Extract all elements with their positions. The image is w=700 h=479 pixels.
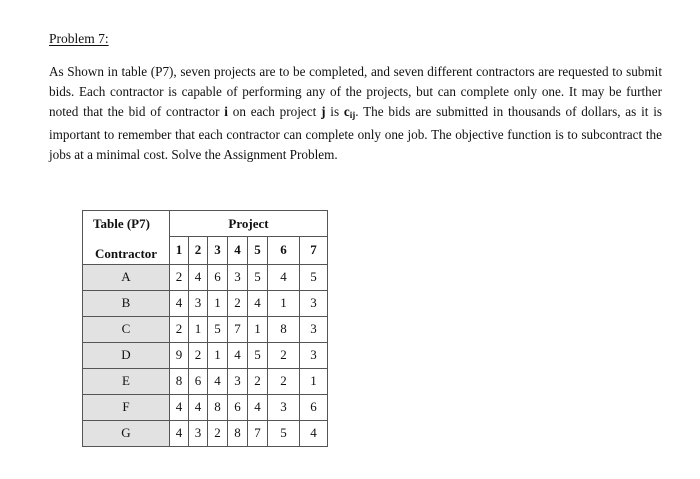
bid-cell: 4 [268,264,300,290]
statement-part-4: . The bids are submitted in thousands of dollars, as it is important to remember that each contractor can complete only one job. The objective function is to subcontract the jobs at a minimal cost. Solve the Assignment Problem. [49,104,662,162]
bid-cell: 1 [248,316,268,342]
bid-cell: 6 [228,394,248,420]
bid-cell: 3 [300,342,328,368]
bid-cell: 8 [268,316,300,342]
bid-cell: 3 [189,290,208,316]
bid-cell: 3 [300,316,328,342]
table-row [83,420,328,446]
bid-cell: 3 [228,368,248,394]
table-row [83,290,328,316]
bid-cell: 8 [228,420,248,446]
bid-cell: 1 [300,368,328,394]
bid-cell: 2 [208,420,228,446]
project-variable: j [321,104,326,119]
bid-cell: 4 [189,394,208,420]
bid-cell: 1 [189,316,208,342]
project-header: 1 [170,237,189,265]
project-group-header: Project [170,211,328,237]
bid-cell: 2 [228,290,248,316]
contractor-label: C [83,316,170,342]
bid-cell: 3 [300,290,328,316]
contractor-label: F [83,394,170,420]
bid-cell: 2 [268,342,300,368]
contractor-column-header: Contractor [83,237,170,265]
table-row [83,264,328,290]
bid-cell: 4 [300,420,328,446]
bid-cell: 2 [268,368,300,394]
table-caption: Table (P7) [83,211,170,237]
bid-cell: 5 [248,342,268,368]
project-header: 4 [228,237,248,265]
cost-variable [344,104,355,119]
table-row [83,316,328,342]
project-header: 2 [189,237,208,265]
contractor-label: E [83,368,170,394]
bid-cell: 8 [208,394,228,420]
bid-cell: 9 [170,342,189,368]
bid-cell: 5 [208,316,228,342]
bid-cell: 5 [248,264,268,290]
bid-cell: 1 [208,290,228,316]
bid-cell: 4 [170,394,189,420]
bid-cell: 4 [228,342,248,368]
bid-cell: 4 [170,290,189,316]
contractor-label: A [83,264,170,290]
table-row [83,368,328,394]
bid-cell: 2 [248,368,268,394]
project-header: 5 [248,237,268,265]
bid-cell: 5 [268,420,300,446]
bid-cell: 4 [170,420,189,446]
bid-cell: 6 [189,368,208,394]
bid-cell: 7 [248,420,268,446]
cost-variable-subscript: ij [349,110,356,120]
table-row [83,342,328,368]
contractor-label: D [83,342,170,368]
bid-cell: 4 [189,264,208,290]
bid-cell: 3 [268,394,300,420]
project-number-row [83,237,328,265]
bid-cell: 4 [208,368,228,394]
bid-cell: 4 [248,394,268,420]
contractor-variable: i [224,104,228,119]
contractor-label: G [83,420,170,446]
bid-cell: 2 [189,342,208,368]
table-header-row [83,211,328,237]
statement-part-1: As Shown in table (P7), seven projects are to be completed, and seven different contractors are requested to submit bids. Each contractor is capable of performing any of the projects, but can complete only one. It may be further noted that the bid of contractor [49,64,662,119]
table-row [83,394,328,420]
problem-heading: Problem 7: [49,31,109,46]
project-header: 6 [268,237,300,265]
bid-cell: 6 [300,394,328,420]
bid-cell: 4 [248,290,268,316]
bid-cell: 7 [228,316,248,342]
bid-cell: 6 [208,264,228,290]
statement-part-3: is [325,104,344,119]
bids-table [82,210,328,447]
problem-statement [49,62,662,165]
bid-cell: 8 [170,368,189,394]
project-header: 7 [300,237,328,265]
bid-cell: 1 [268,290,300,316]
project-header: 3 [208,237,228,265]
bid-cell: 1 [208,342,228,368]
cost-variable-base: c [343,104,350,119]
bid-cell: 2 [170,316,189,342]
bid-cell: 3 [189,420,208,446]
bid-cell: 5 [300,264,328,290]
bid-cell: 3 [228,264,248,290]
contractor-label: B [83,290,170,316]
bid-cell: 2 [170,264,189,290]
statement-part-2: on each project [227,104,322,119]
